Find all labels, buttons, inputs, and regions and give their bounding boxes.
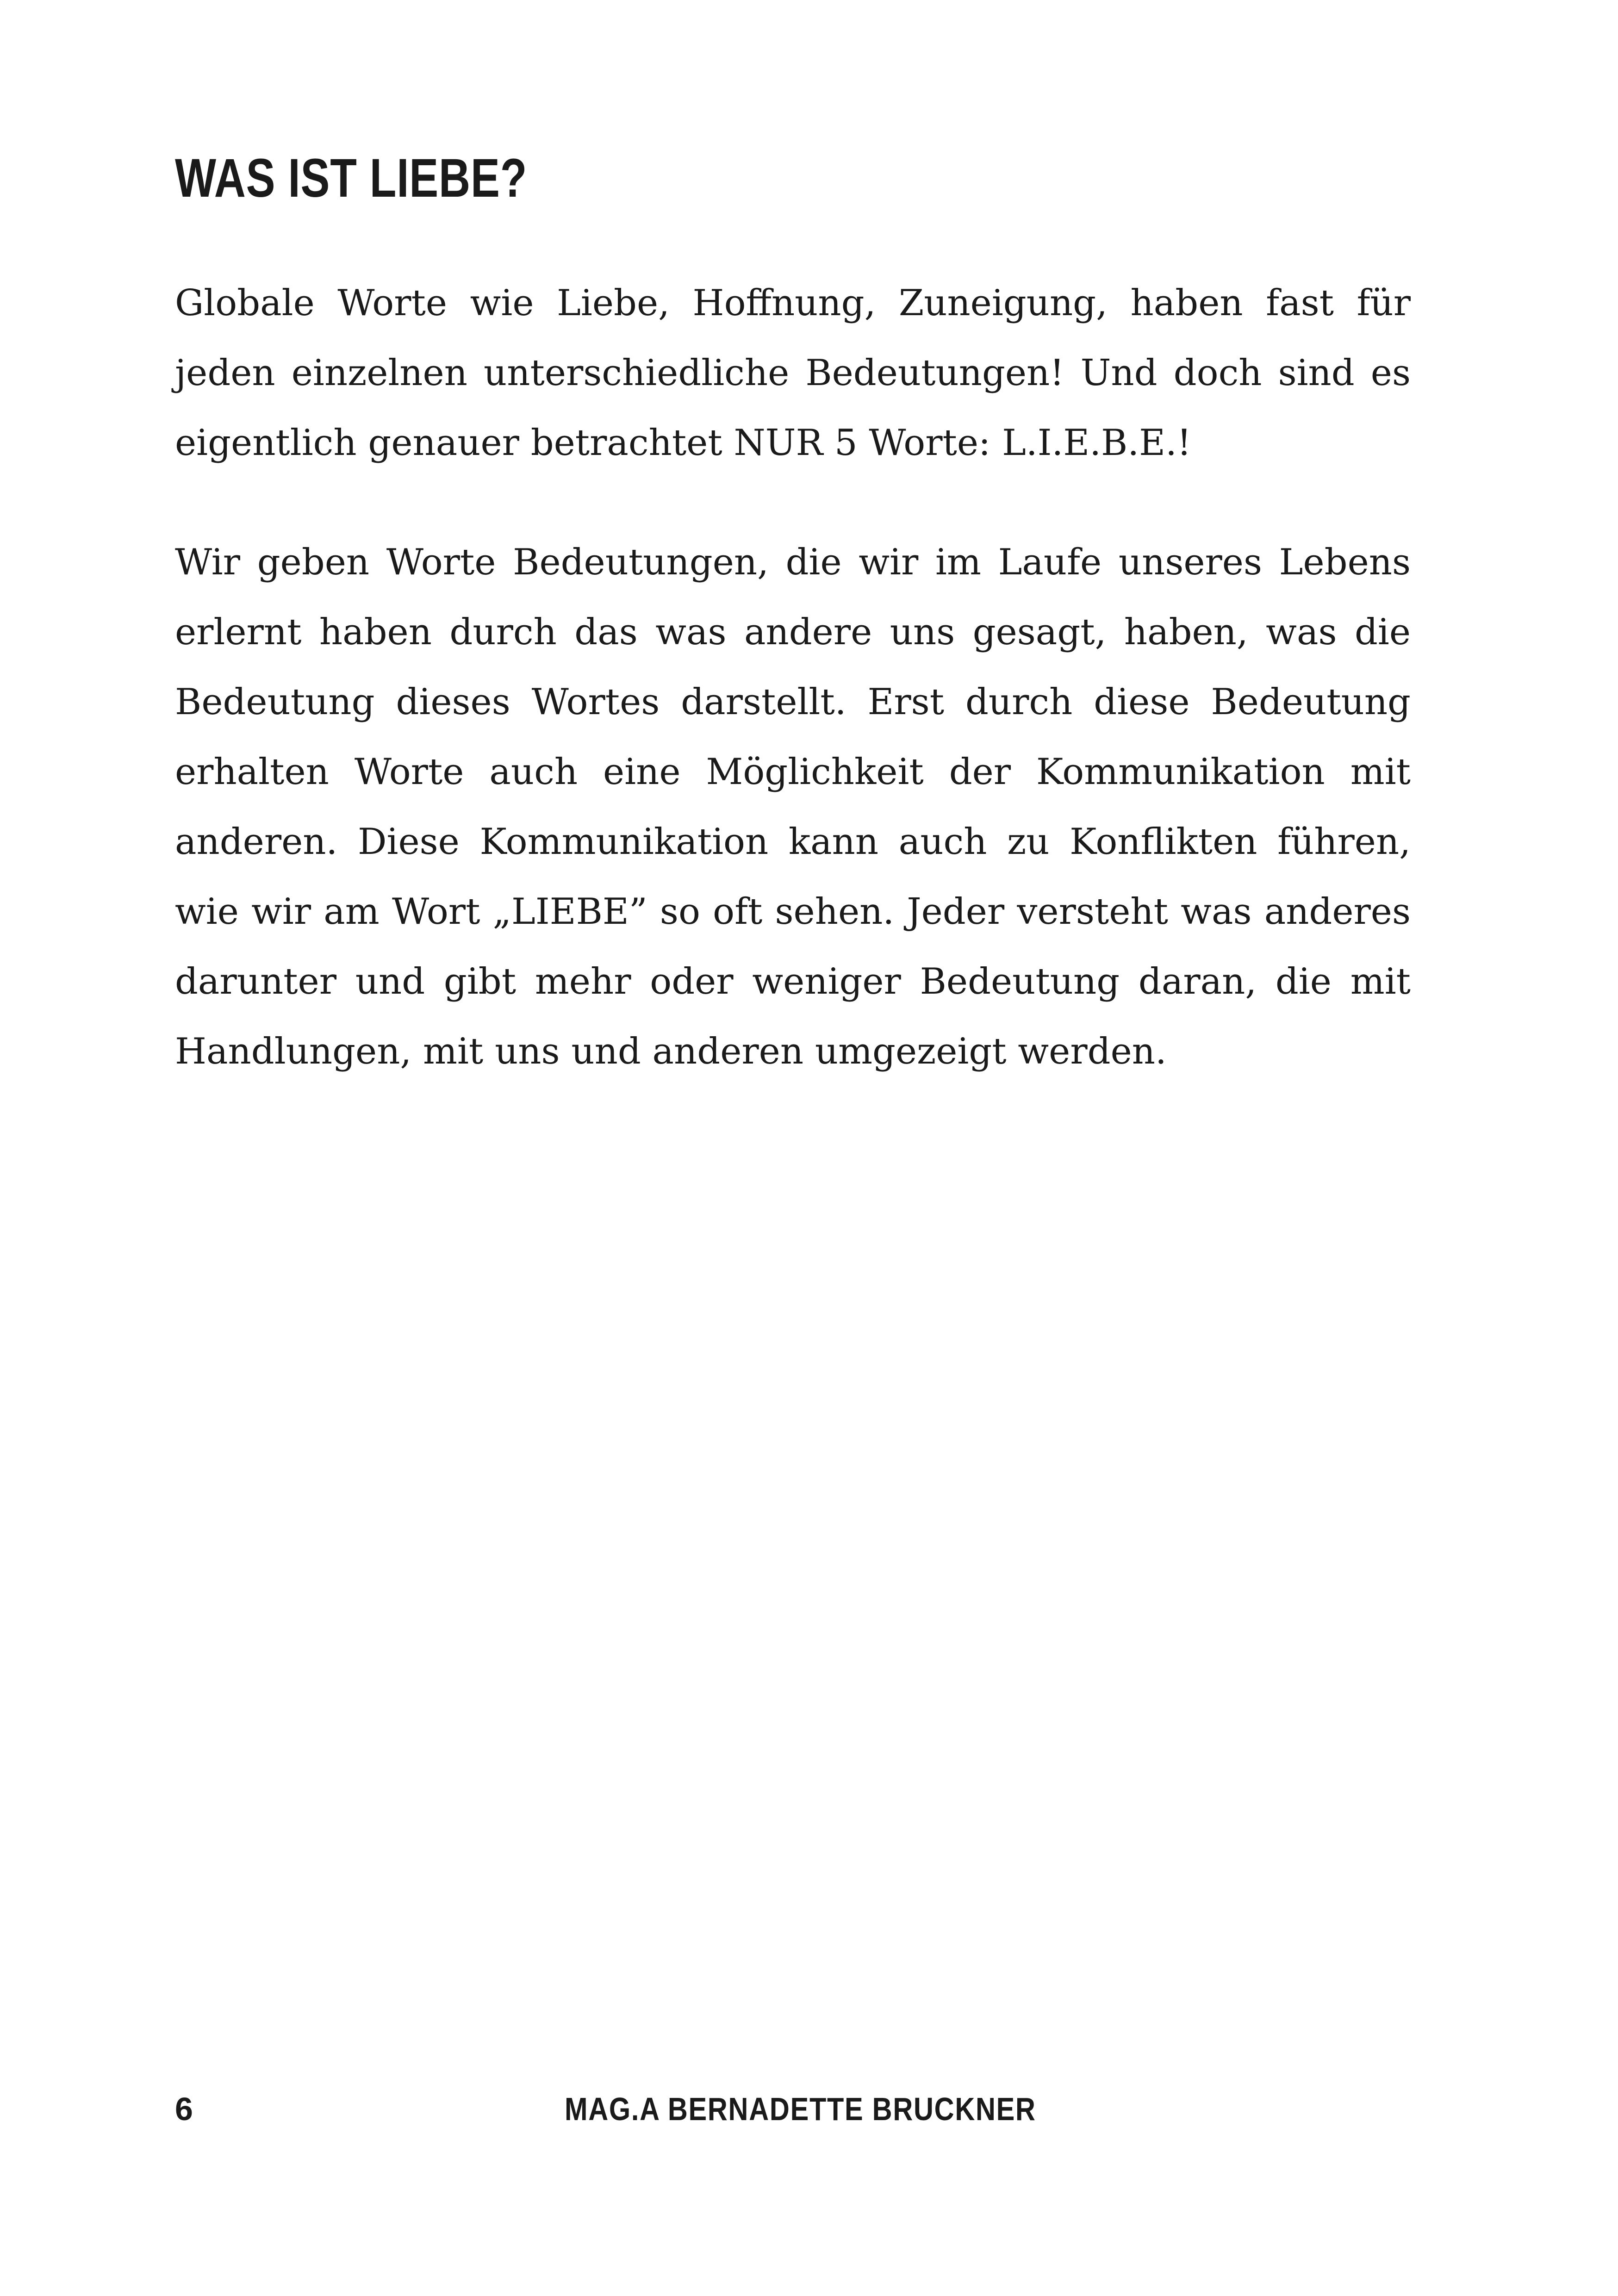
body-paragraph-2: Wir geben Worte Bedeutungen, die wir im Laufe unseres Lebens erlernt haben durch das was andere uns gesagt, haben, was die Bedeutung dieses Wortes darstellt. Erst durch diese Bedeutung erhalten Worte auch eine Möglichkeit der Kommunikation mit anderen. Diese Kommunikation kann auch zu Konflikten führen, wie wir am Wort „LIEBE” so oft sehen. Jeder versteht was anderes darunter und gibt mehr oder weniger Bedeutung daran, die mit Handlungen, mit uns und anderen umgezeigt werden. [175,541,1411,1072]
body-paragraph-1: Globale Worte wie Liebe, Hoffnung, Zuneigung, haben fast für jeden einzelnen unterschiedliche Bedeutungen! Und doch sind es eigentlich genauer betrachtet NUR 5 Worte: L.I.E.B.E.! [175,282,1411,464]
page-number: 6 [175,2091,194,2127]
running-footer-author: MAG.A BERNADETTE BRUCKNER [565,2091,1036,2127]
chapter-heading: WAS IST LIEBE? [175,148,528,209]
